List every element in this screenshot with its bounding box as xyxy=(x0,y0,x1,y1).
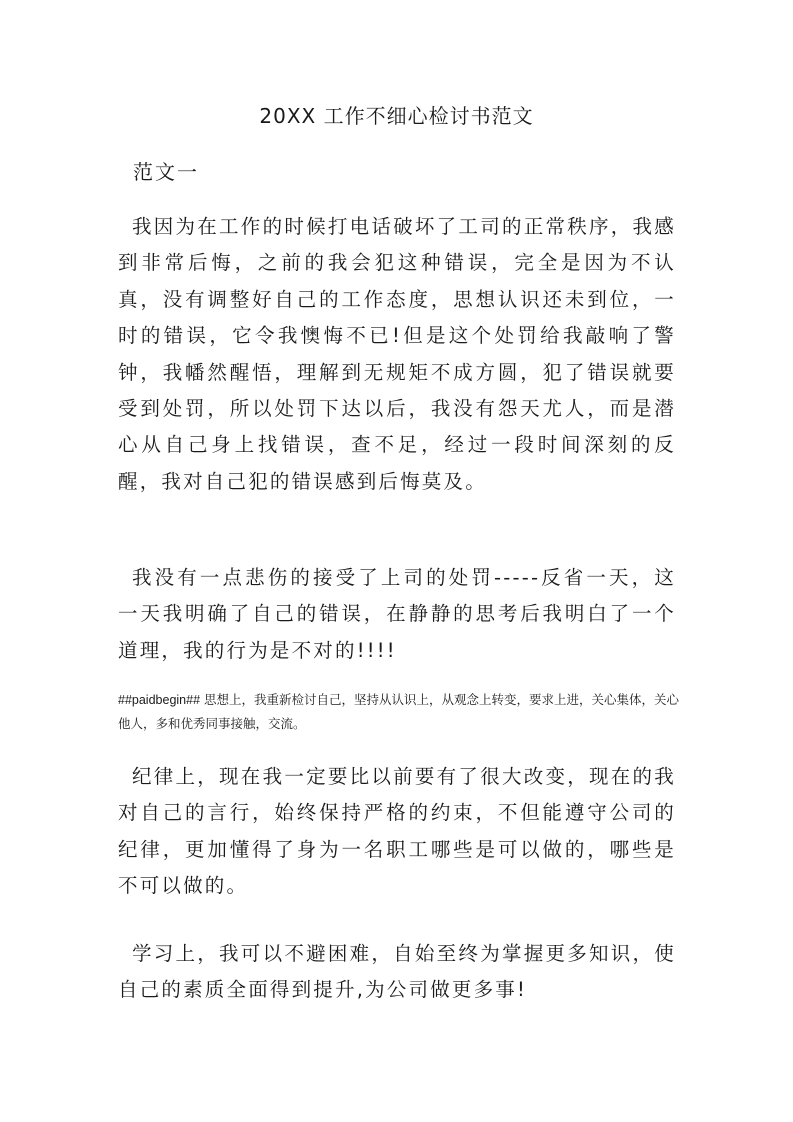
paid-marker: ##paidbegin## xyxy=(118,693,201,707)
document-title: 20XX 工作不细心检讨书范文 xyxy=(259,104,534,128)
paragraph-4: 学习上，我可以不避困难，自始至终为掌握更多知识，使自己的素质全面得到提升,为公司做更多事! xyxy=(118,942,676,1002)
paragraph-1: 我因为在工作的时候打电话破坏了工司的正常秩序，我感到非常后悔，之前的我会犯这种错误，完全是因为不认真，没有调整好自己的工作态度，思想认识还未到位，一时的错误，它令我懊悔不已!但是这个处罚给我敲响了警钟，我幡然醒悟，理解到无规矩不成方圆，犯了错误就要受到处罚，所以处罚下达以后，我没有怨天尤人，而是潜心从自己身上找错误，查不足，经过一段时间深刻的反醒，我对自己犯的错误感到后悔莫及。 xyxy=(118,215,676,493)
section-label: 范文一 xyxy=(133,160,199,184)
paragraph-3: 纪律上，现在我一定要比以前要有了很大改变，现在的我对自己的言行，始终保持严格的约束，不但能遵守公司的纪律，更加懂得了身为一名职工哪些是可以做的，哪些是不可以做的。 xyxy=(118,765,676,898)
small-note-text: 思想上，我重新检讨自己，坚持从认识上，从观念上转变，要求上进，关心集体，关心他人，多和优秀同事接触，交流。 xyxy=(118,692,680,731)
small-note xyxy=(118,688,684,735)
paragraph-2: 我没有一点悲伤的接受了上司的处罚-----反省一天，这一天我明确了自己的错误，在静静的思考后我明白了一个道理，我的行为是不对的!!!! xyxy=(118,566,676,662)
